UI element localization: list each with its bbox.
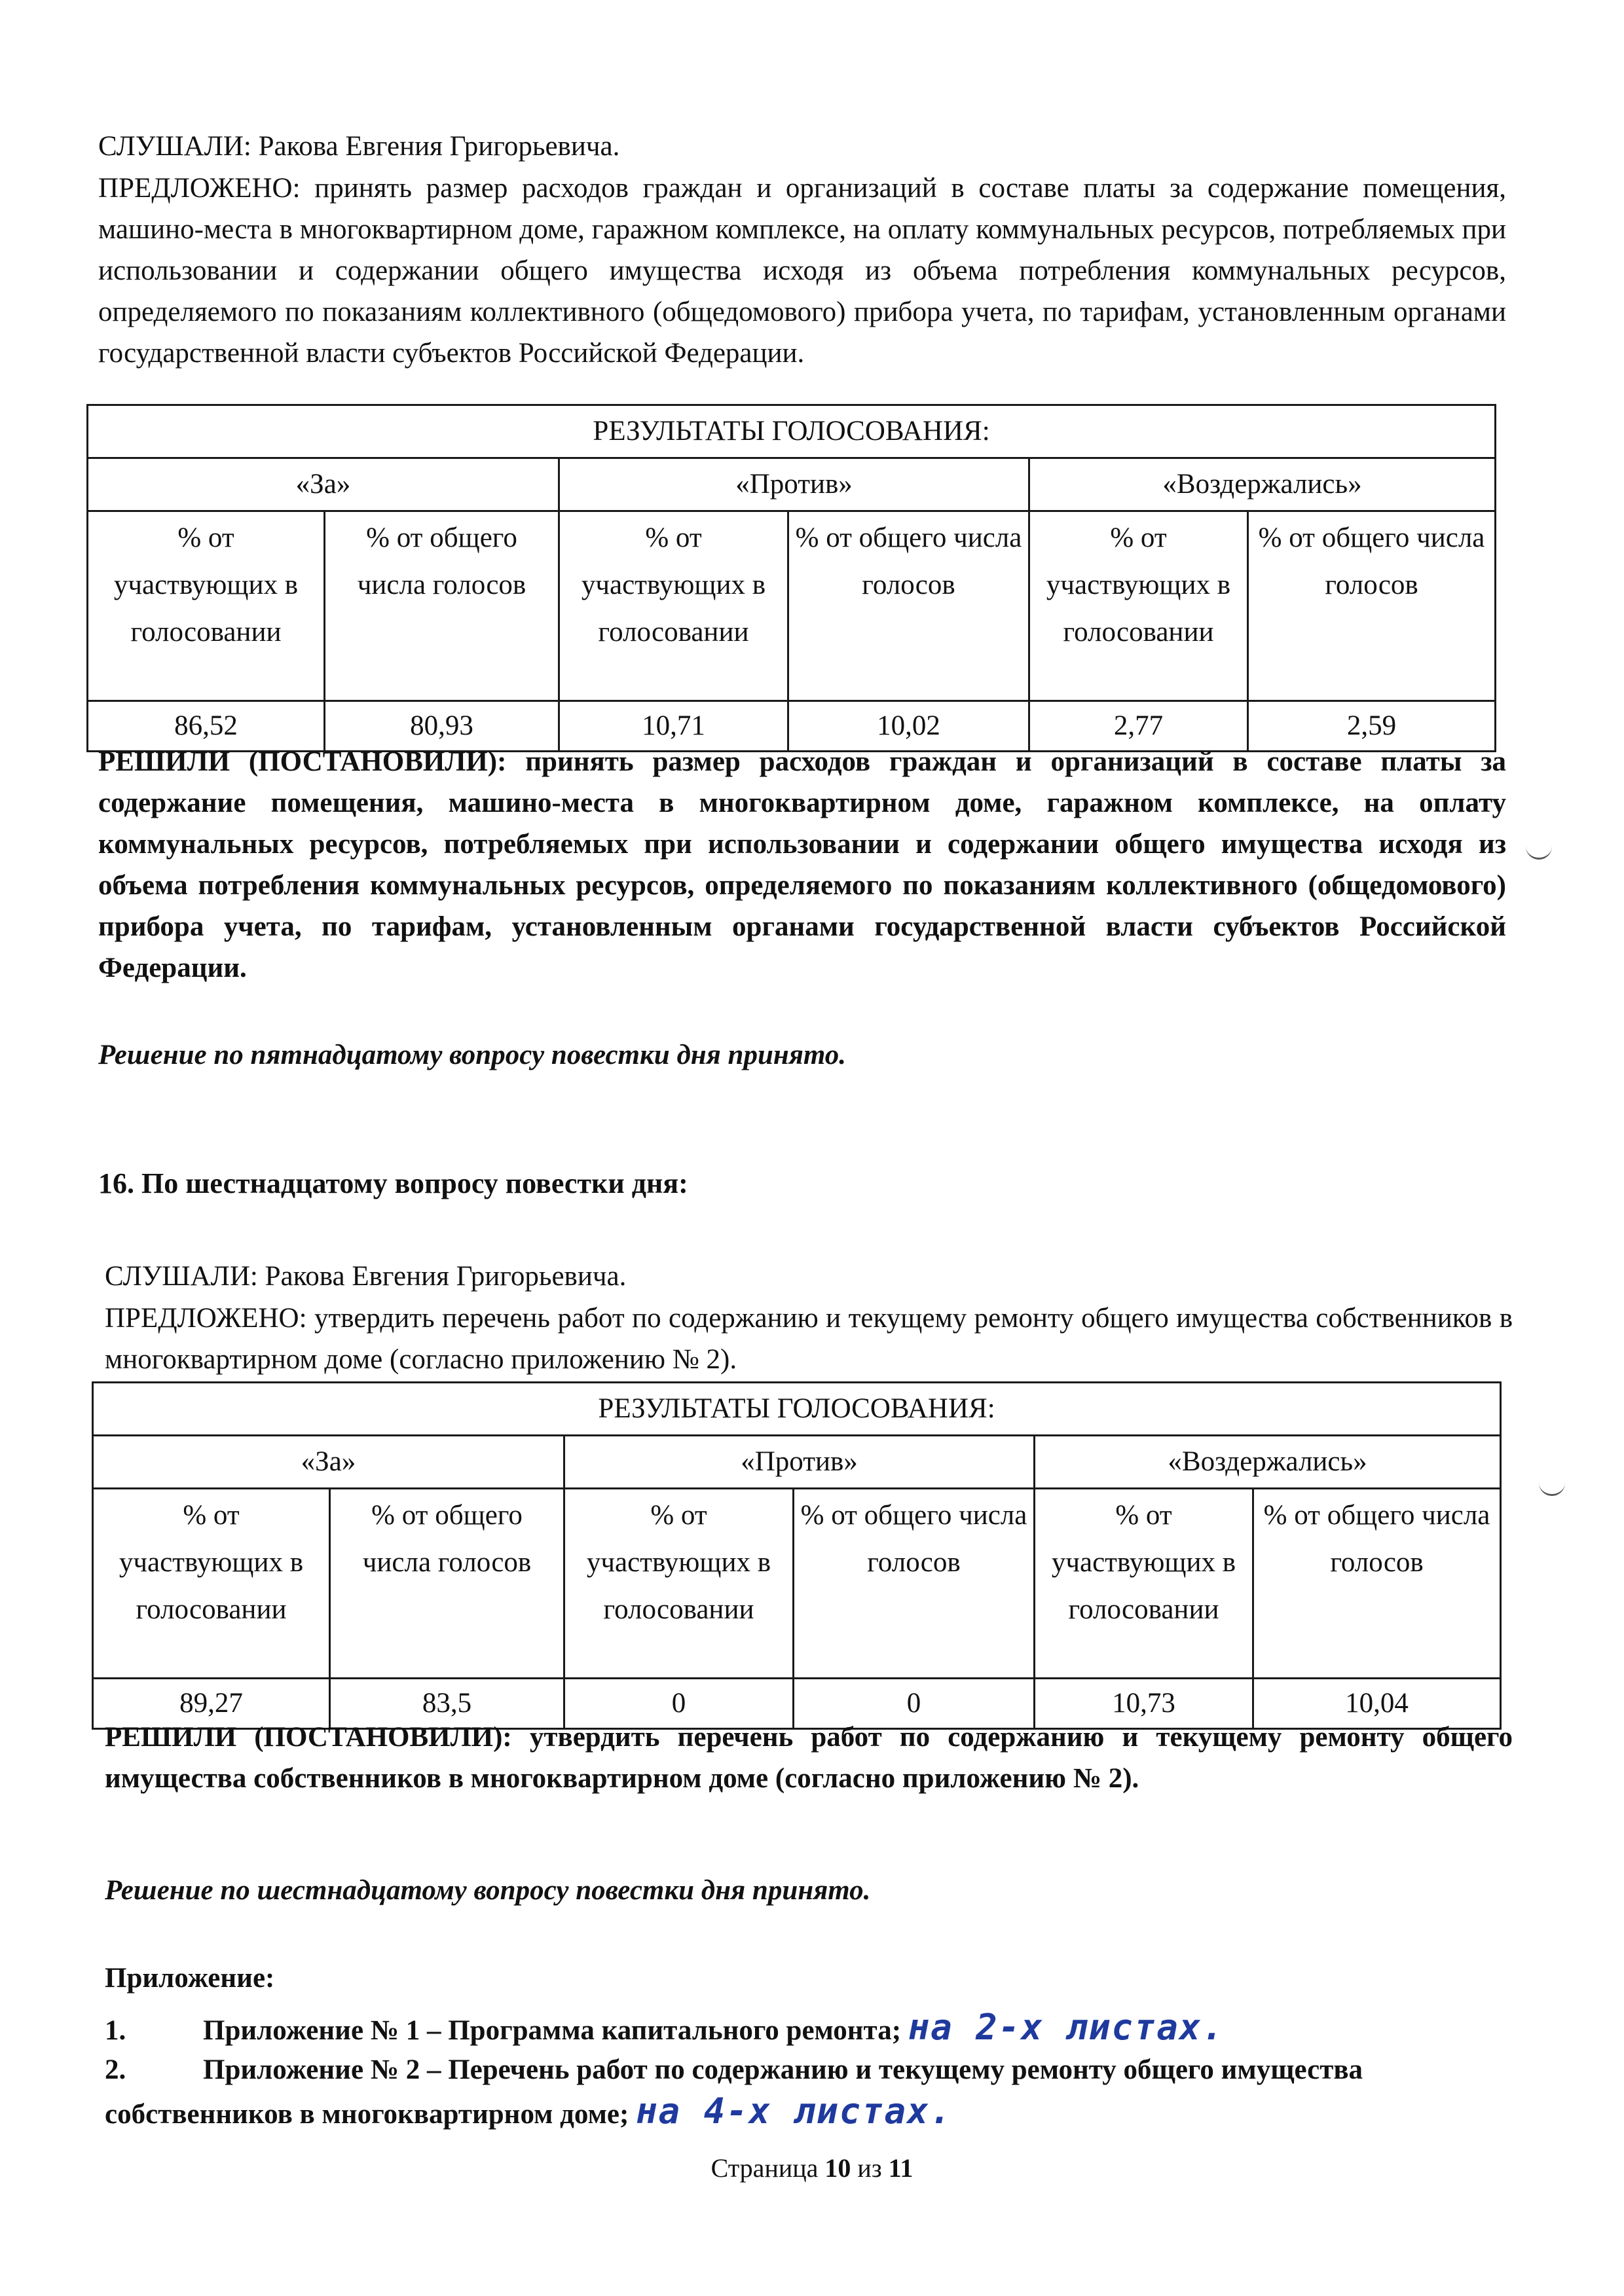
proposed-label: ПРЕДЛОЖЕНО: bbox=[105, 1303, 307, 1334]
speaker-name: Ракова Евгения Григорьевича. bbox=[258, 131, 620, 162]
col-header-participating: % от участвующих в голосовании bbox=[1029, 511, 1248, 701]
col-header-total: % от общего числа голосов bbox=[1253, 1489, 1501, 1679]
appendix-item-1 bbox=[105, 2007, 1513, 2051]
result-text: Решение по пятнадцатому вопросу повестки дня принято. bbox=[98, 1040, 847, 1070]
proposed-label: ПРЕДЛОЖЕНО: bbox=[98, 173, 301, 204]
col-header-participating: % от участвующих в голосовании bbox=[559, 511, 788, 701]
value-cell: 10,71 bbox=[559, 701, 788, 752]
footer-mid: из bbox=[857, 2153, 882, 2183]
decided-label: РЕШИЛИ (ПОСТАНОВИЛИ): bbox=[105, 1722, 512, 1753]
q15-result bbox=[98, 1034, 1506, 1076]
q16-result bbox=[105, 1870, 1513, 1911]
q16-proposed bbox=[105, 1298, 1513, 1380]
result-text: Решение по шестнадцатому вопросу повестки дня принято. bbox=[105, 1875, 871, 1906]
col-header-total: % от общего числа голосов bbox=[794, 1489, 1035, 1679]
footer-total-pages: 11 bbox=[888, 2153, 913, 2183]
q15-decided bbox=[98, 741, 1506, 989]
q15-voting-table bbox=[86, 404, 1496, 752]
value-cell: 80,93 bbox=[325, 701, 559, 752]
margin-mark bbox=[1526, 845, 1552, 860]
proposed-text: принять размер расходов граждан и организаций в составе платы за содержание помещения, машино-места в многоквартирном доме, гаражном комплексе, на оплату коммунальных ресурсов, потребляемых при использовании и содержании общего имущества исходя из объема потребления коммунальных ресурсов, определяемого по показаниям коллективного (общедомового) прибора учета, по тарифам, установленным органами государственной власти субъектов Российской Федерации. bbox=[98, 173, 1506, 369]
group-for: «За» bbox=[88, 458, 559, 511]
group-abstained: «Воздержались» bbox=[1035, 1436, 1501, 1489]
group-for: «За» bbox=[93, 1436, 564, 1489]
margin-mark bbox=[1539, 1481, 1565, 1496]
handwritten-note: на 2-х листах. bbox=[908, 2007, 1225, 2048]
col-header-participating: % от участвующих в голосовании bbox=[1035, 1489, 1253, 1679]
item-text: Приложение № 1 – Программа капитального ремонта; bbox=[203, 2015, 902, 2046]
speaker-name: Ракова Евгения Григорьевича. bbox=[265, 1261, 627, 1292]
item-number: 2. bbox=[105, 2054, 126, 2085]
col-header-total: % от общего числа голосов bbox=[330, 1489, 564, 1679]
handwritten-note: на 4-х листах. bbox=[636, 2090, 953, 2132]
q16-heading bbox=[98, 1164, 1506, 1203]
value-cell: 10,73 bbox=[1035, 1679, 1253, 1729]
value-cell: 0 bbox=[794, 1679, 1035, 1729]
listened-label: СЛУШАЛИ: bbox=[105, 1261, 258, 1292]
item-number: 1. bbox=[105, 2015, 126, 2046]
value-cell: 83,5 bbox=[330, 1679, 564, 1729]
col-header-participating: % от участвующих в голосовании bbox=[564, 1489, 794, 1679]
q16-listened bbox=[105, 1256, 1513, 1297]
col-header-total: % от общего числа голосов bbox=[1248, 511, 1496, 701]
page-footer bbox=[0, 2153, 1624, 2183]
group-against: «Против» bbox=[559, 458, 1029, 511]
decided-text: принять размер расходов граждан и организаций в составе платы за содержание помещения, машино-места в многоквартирном доме, гаражном комплексе, на оплату коммунальных ресурсов, потребляемых при использовании и содержании общего имущества исходя из объема потребления коммунальных ресурсов, определяемого по показаниям коллективного (общедомового) прибора учета, по тарифам, установленным органами государственной власти субъектов Российской Федерации. bbox=[98, 746, 1506, 983]
value-cell: 2,77 bbox=[1029, 701, 1248, 752]
appendix bbox=[105, 1958, 1513, 1999]
q15-listened bbox=[98, 126, 1506, 167]
value-cell: 10,04 bbox=[1253, 1679, 1501, 1729]
value-cell: 0 bbox=[564, 1679, 794, 1729]
listened-label: СЛУШАЛИ: bbox=[98, 131, 251, 162]
table-title: РЕЗУЛЬТАТЫ ГОЛОСОВАНИЯ: bbox=[88, 405, 1496, 458]
col-header-participating: % от участвующих в голосовании bbox=[93, 1489, 330, 1679]
col-header-total: % от общего числа голосов bbox=[788, 511, 1029, 701]
q15-proposed bbox=[98, 168, 1506, 374]
footer-page-number: 10 bbox=[824, 2153, 851, 2183]
appendix-item-2 bbox=[105, 2049, 1513, 2135]
value-cell: 10,02 bbox=[788, 701, 1029, 752]
col-header-total: % от общего числа голосов bbox=[325, 511, 559, 701]
decided-text: утвердить перечень работ по содержанию и текущему ремонту общего имущества собственников в многоквартирном доме (согласно приложению № 2). bbox=[105, 1722, 1513, 1794]
value-cell: 89,27 bbox=[93, 1679, 330, 1729]
value-cell: 86,52 bbox=[88, 701, 325, 752]
question-heading: 16. По шестнадцатому вопросу повестки дня: bbox=[98, 1167, 688, 1199]
q16-voting-table bbox=[92, 1381, 1502, 1730]
table-title: РЕЗУЛЬТАТЫ ГОЛОСОВАНИЯ: bbox=[93, 1383, 1501, 1436]
decided-label: РЕШИЛИ (ПОСТАНОВИЛИ): bbox=[98, 746, 507, 777]
group-abstained: «Воздержались» bbox=[1029, 458, 1496, 511]
footer-prefix: Страница bbox=[710, 2153, 819, 2183]
q16-decided bbox=[105, 1717, 1513, 1799]
group-against: «Против» bbox=[564, 1436, 1035, 1489]
item-text: Приложение № 2 – Перечень работ по содержанию и текущему ремонту общего имущества собственников в многоквартирном доме; bbox=[105, 2054, 1363, 2130]
col-header-participating: % от участвующих в голосовании bbox=[88, 511, 325, 701]
proposed-text: утвердить перечень работ по содержанию и текущему ремонту общего имущества собственников в многоквартирном доме (согласно приложению № 2). bbox=[105, 1303, 1513, 1375]
appendix-heading: Приложение: bbox=[105, 1963, 275, 1994]
value-cell: 2,59 bbox=[1248, 701, 1496, 752]
